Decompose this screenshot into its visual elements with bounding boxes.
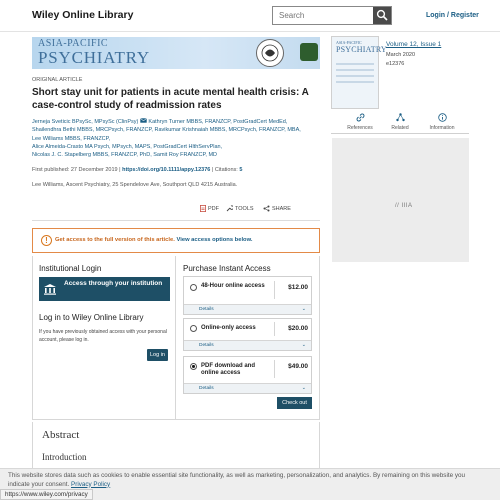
purchase-option[interactable] [183,318,312,351]
details-label: Details [199,386,214,391]
details-label: Details [199,307,214,312]
top-header [0,0,500,32]
issue-date: March 2020 [386,52,416,58]
radio-button[interactable] [190,363,197,370]
author-line[interactable]: Jerneja Sveticic BPsySc, MPsySc (ClinPsy) Kathryn Turner MBBS, FRANZCP, PostGradCert MedEd, [32,119,288,125]
institution-access-label: Access through your institution [64,280,163,287]
author-line[interactable]: Alice Almeida-Crasto MA Psych, MPsych, MAPS, PostGradCert HlthServPlan, [32,143,223,150]
first-published-label: First published: [32,167,70,173]
issue-volume-link[interactable]: Volume 12, Issue 1 [386,41,442,48]
institution-icon [43,283,57,295]
first-published-date: 27 December 2019 [70,167,118,173]
share-icon [263,205,270,212]
chevron-down-icon: ⌄ [301,342,306,348]
wiley-login-title: Log in to Wiley Online Library [39,313,144,322]
info-icon [438,113,447,122]
pdf-button[interactable]: PDF [200,205,219,212]
tab-references-label: References [347,125,373,131]
privacy-policy-link[interactable]: Privacy Policy [71,480,111,488]
radio-button[interactable] [190,284,197,291]
tab-related[interactable] [377,113,423,131]
citations-label: Citations: [214,167,238,173]
access-notice [32,228,320,253]
institution-access-button[interactable] [39,277,170,301]
tools-button[interactable]: TOOLS [226,205,254,212]
purchase-option[interactable] [183,276,312,315]
tab-information[interactable] [419,113,465,131]
institutional-login-title: Institutional Login [39,264,102,273]
log-in-button[interactable]: Log in [147,349,168,361]
checkout-button[interactable]: Check out [277,397,312,409]
advertisement-placeholder[interactable] [332,138,469,262]
cover-rule [336,69,374,71]
login-register-link[interactable]: Login / Register [426,12,479,19]
option-name: Online-only access [201,325,256,331]
option-details-toggle[interactable] [184,340,311,350]
share-button[interactable]: SHARE [263,205,291,212]
ad-loading-mark: // IIIA [395,203,413,209]
details-label: Details [199,343,214,348]
link-icon [356,113,365,122]
wiley-login-text: If you have previously obtained access with your personal account, please log in. [39,329,167,344]
cover-title-line1: ASIA-PACIFIC [336,40,362,45]
abstract-heading: Abstract [42,429,80,441]
cover-rule [336,81,374,83]
citations-count[interactable]: 5 [239,167,243,173]
option-name: PDF download and online access [201,363,255,376]
option-separator [274,281,275,299]
author-list [32,118,322,159]
abstract-section-heading: Introduction [42,452,87,462]
cover-title-line2: PSYCHIATRY [336,45,387,54]
cover-rule [336,63,374,65]
status-bar-url: https://www.wiley.com/privacy [0,489,93,500]
wrench-icon [226,205,233,212]
option-price: $49.00 [288,363,308,370]
option-details-toggle[interactable] [184,304,311,314]
purchase-option-selected[interactable] [183,356,312,394]
doi-link[interactable]: https://doi.org/10.1111/appy.12376 [122,167,211,173]
option-separator [274,360,275,378]
author-line[interactable]: Nicolas J. C. Stapelberg MBBS, FRANZCP, PhD, Samit Roy FRANZCP, MD [32,152,218,159]
journal-cover-thumbnail[interactable] [331,36,387,109]
view-access-options-link[interactable]: View access options below. [176,237,253,243]
info-icon: ! [41,235,52,246]
search-input[interactable] [273,7,374,24]
email-icon[interactable] [140,118,147,123]
option-separator [274,322,275,336]
author-line[interactable]: Lee Williams MBBS, FRANZCP, [32,135,111,142]
site-brand[interactable]: Wiley Online Library [32,9,134,21]
cover-rule [336,75,374,77]
tab-related-label: Related [391,125,409,131]
pdf-icon [200,205,206,212]
tab-information-label: Information [429,125,455,131]
correspondence-address: Lee Williams, Ascent Psychiatry, 25 Spendelove Ave, Southport QLD 4215 Australia. [32,182,238,188]
search-icon [376,9,388,21]
banner-title-line1: ASIA-PACIFIC [38,38,109,49]
chevron-down-icon: ⌄ [301,385,306,391]
publication-meta: First published: 27 December 2019 | https://doi.org/10.1111/appy.12376 | Citations: 5 [32,167,243,173]
related-icon [396,113,405,122]
purchase-title: Purchase Instant Access [183,264,271,273]
section-divider [32,220,320,221]
cookie-text: This website stores data such as cookies to enable essential site functionality, as well as marketing, personalization, and analytics. By remaining on this website you indicate your consent. Privacy Policy [8,472,465,488]
search-button[interactable] [373,7,391,24]
radio-button[interactable] [190,325,197,332]
option-name: 48-Hour online access [201,283,265,289]
access-notice-text: Get access to the full version of this article. View access options below. [55,237,253,243]
article-type: ORIGINAL ARTICLE [32,77,83,83]
search-box [272,6,392,25]
chevron-down-icon: ⌄ [301,306,306,312]
article-id: e12376 [386,61,405,67]
side-tabs [331,110,469,134]
article-title: Short stay unit for patients in acute mental health crisis: A case-control study of readmission rates [32,87,309,111]
option-price: $20.00 [288,325,308,332]
option-details-toggle[interactable] [184,383,311,393]
journal-banner[interactable] [32,37,320,69]
society-logo [256,39,284,67]
publisher-emblem [300,43,318,61]
banner-title-line2: PSYCHIATRY [38,48,150,67]
option-price: $12.00 [288,284,308,291]
author-line[interactable]: Shailendhra Bethi MBBS, MRCPsych, FRANZCP, Ravikumar Krishnaiah MBBS, MRCPsych, FRANZCP, MBA, [32,127,301,134]
